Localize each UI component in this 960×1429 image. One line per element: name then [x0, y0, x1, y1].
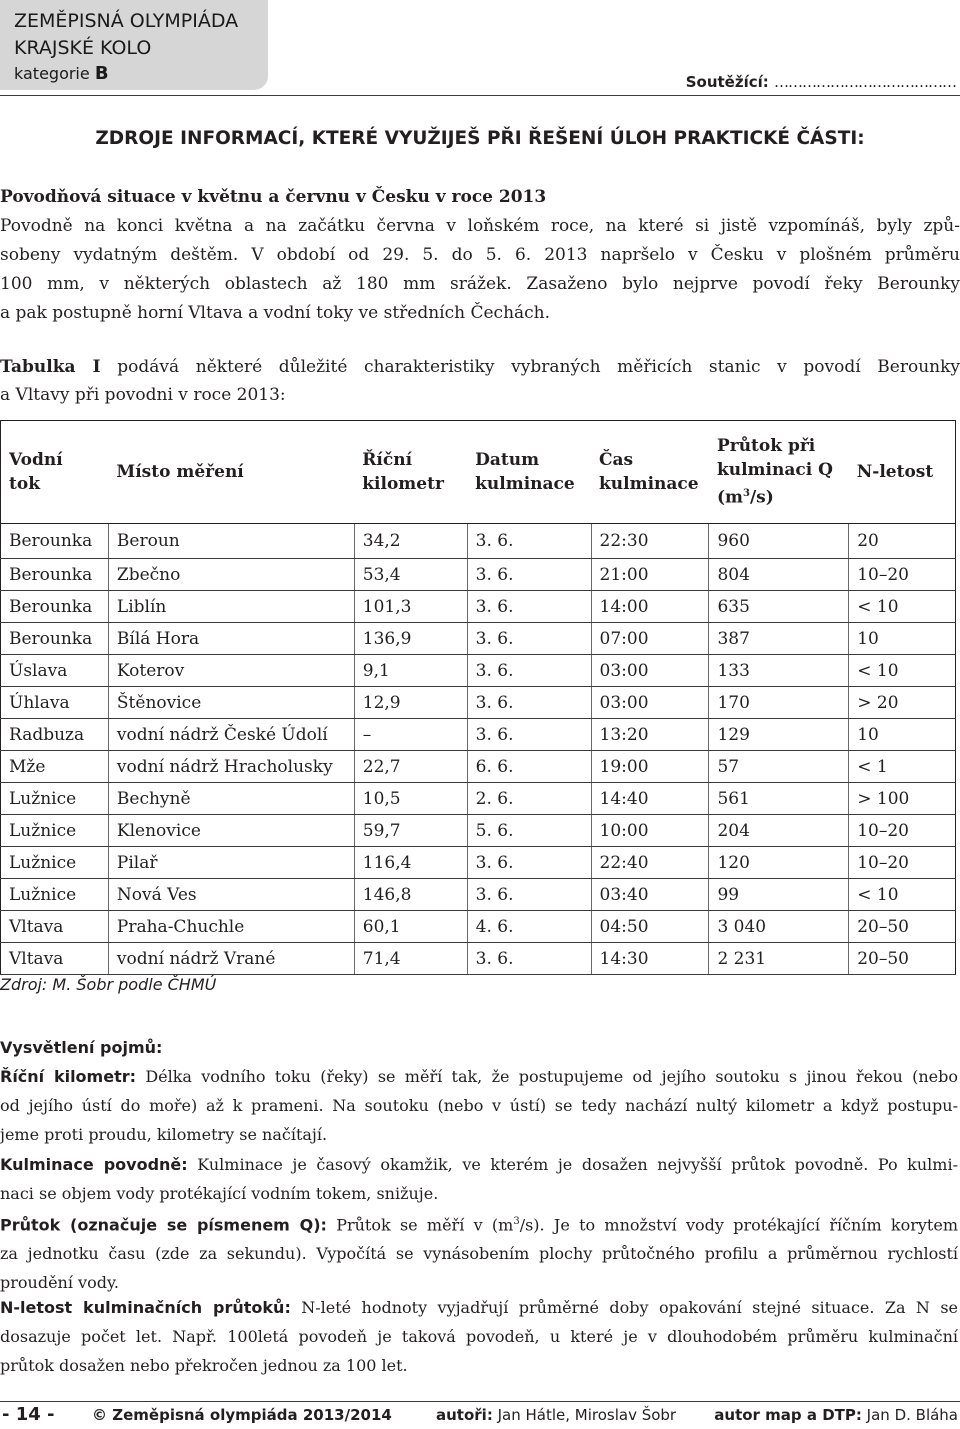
cell-time: 07:00: [591, 623, 709, 655]
cell-flow: 804: [709, 559, 849, 591]
cell-date: 3. 6.: [467, 623, 591, 655]
cell-time: 21:00: [591, 559, 709, 591]
expl-line: Průtok (označuje se písmenem Q): Průtok se měří v $(m^3/s)$. Je to množství vody protékající říčním korytem: [0, 1215, 959, 1235]
expl-line: od jejího ústí do moře) až k prameni. Na soutoku (nebo v ústí) se tedy nachází nultý kilometr a když postupu-: [0, 1096, 958, 1115]
term-culmination: Kulminace povodně:: [0, 1155, 188, 1174]
table-intro-rest: podává některé důležité charakteristiky vybraných měřicích stanic v povodí Berounky: [100, 357, 960, 377]
cell-time: 19:00: [591, 751, 709, 783]
olympiad-title: ZEMĚPISNÁ OLYMPIÁDA: [14, 10, 239, 32]
table-intro: [0, 353, 960, 409]
cell-time: 22:30: [591, 524, 709, 559]
cell-km: 22,7: [354, 751, 467, 783]
cell-n-letost: 10: [849, 623, 956, 655]
expl-line: jeme proti proudu, kilometry se načítají.: [0, 1125, 328, 1144]
cell-time: 14:00: [591, 591, 709, 623]
col-place: Místo měření: [108, 421, 354, 524]
cell-date: 3. 6.: [467, 524, 591, 559]
table-row: [1, 815, 956, 847]
footer-authors: autoři: Jan Hátle, Miroslav Šobr: [436, 1406, 677, 1424]
cell-km: 136,9: [354, 623, 467, 655]
explanation-culmination: [0, 1150, 958, 1208]
cell-river: Lužnice: [1, 815, 109, 847]
contestant-dots: …………………………………: [774, 73, 956, 91]
explanation-river-km: [0, 1062, 958, 1149]
cell-n-letost: 20–50: [849, 943, 956, 975]
cell-flow: 204: [709, 815, 849, 847]
cell-date: 3. 6.: [467, 655, 591, 687]
table-row: [1, 847, 956, 879]
table-row: [1, 559, 956, 591]
flood-section: [0, 183, 960, 328]
cell-date: 6. 6.: [467, 751, 591, 783]
cell-river: Lužnice: [1, 783, 109, 815]
cell-river: Berounka: [1, 524, 109, 559]
cell-flow: 960: [709, 524, 849, 559]
cell-place: Pilař: [108, 847, 354, 879]
cell-km: 60,1: [354, 911, 467, 943]
header-divider: [0, 95, 960, 96]
cell-time: 04:50: [591, 911, 709, 943]
round-title: KRAJSKÉ KOLO: [14, 37, 152, 59]
cell-n-letost: 10–20: [849, 847, 956, 879]
cell-river: Úhlava: [1, 687, 109, 719]
section-line: sobeny vydatným deštěm. V období od 29. 5. do 5. 6. 2013 napršelo v Česku v plošném průměru: [0, 245, 960, 265]
table-row: [1, 719, 956, 751]
cell-km: 71,4: [354, 943, 467, 975]
cell-river: Berounka: [1, 623, 109, 655]
table-intro-bold: Tabulka I: [0, 357, 101, 377]
cell-date: 3. 6.: [467, 719, 591, 751]
cell-flow: 120: [709, 847, 849, 879]
cell-n-letost: > 20: [849, 687, 956, 719]
table-header-row: [1, 421, 956, 524]
cell-time: 10:00: [591, 815, 709, 847]
cell-time: 22:40: [591, 847, 709, 879]
explanation-n-letost: [0, 1293, 958, 1380]
cell-km: 116,4: [354, 847, 467, 879]
cell-flow: 133: [709, 655, 849, 687]
cell-n-letost: 20: [849, 524, 956, 559]
cell-flow: 387: [709, 623, 849, 655]
cell-n-letost: 10–20: [849, 815, 956, 847]
table-row: [1, 751, 956, 783]
table-row: [1, 943, 956, 975]
section-line: a pak postupně horní Vltava a vodní toky ve středních Čechách.: [0, 303, 551, 323]
term-n-letost: N-letost kulminačních průtoků:: [0, 1298, 291, 1317]
cell-date: 3. 6.: [467, 847, 591, 879]
contestant-field: [686, 73, 956, 91]
cell-km: 34,2: [354, 524, 467, 559]
cell-flow: 170: [709, 687, 849, 719]
cell-place: Zbečno: [108, 559, 354, 591]
section-line: 100 mm, v některých oblastech až 180 mm srážek. Zasaženo bylo nejprve povodí řeky Berounky: [0, 274, 960, 294]
table-row: [1, 655, 956, 687]
col-km: Říční kilometr: [354, 421, 467, 524]
cell-river: Radbuza: [1, 719, 109, 751]
cell-time: 03:00: [591, 687, 709, 719]
section-line: Povodně na konci května a na začátku června v loňském roce, na které si jistě vzpomínáš, byly způ-: [0, 216, 960, 236]
expl-line: proudění vody.: [0, 1273, 119, 1293]
expl-line: Říční kilometr: Délka vodního toku (řeky) se měří tak, že postupujeme od jejího soutoku s jinou řekou (nebo: [0, 1067, 958, 1086]
category-value: B: [94, 63, 109, 84]
cell-km: 59,7: [354, 815, 467, 847]
cell-time: 03:40: [591, 879, 709, 911]
table-row: [1, 879, 956, 911]
col-date: Datum kulminace: [467, 421, 591, 524]
cell-place: Nová Ves: [108, 879, 354, 911]
cell-date: 2. 6.: [467, 783, 591, 815]
cell-date: 3. 6.: [467, 943, 591, 975]
cell-flow: 635: [709, 591, 849, 623]
cell-km: 10,5: [354, 783, 467, 815]
cell-n-letost: < 10: [849, 591, 956, 623]
explanation-flow: [0, 1207, 958, 1297]
cell-n-letost: < 10: [849, 655, 956, 687]
term-flow: Průtok (označuje se písmenem Q):: [0, 1215, 327, 1235]
table-row: [1, 591, 956, 623]
cell-km: 9,1: [354, 655, 467, 687]
col-river: Vodní tok: [1, 421, 109, 524]
cell-date: 3. 6.: [467, 879, 591, 911]
cell-date: 4. 6.: [467, 911, 591, 943]
table-intro-line2: a Vltavy při povodni v roce 2013:: [0, 385, 286, 405]
cell-date: 5. 6.: [467, 815, 591, 847]
cell-river: Lužnice: [1, 847, 109, 879]
cell-place: Klenovice: [108, 815, 354, 847]
cell-flow: 129: [709, 719, 849, 751]
cell-time: 14:30: [591, 943, 709, 975]
cell-place: vodní nádrž Hracholusky: [108, 751, 354, 783]
expl-line: N-letost kulminačních průtoků: N-leté hodnoty vyjadřují průměrné doby opakování stejné situace. Za N se: [0, 1298, 958, 1317]
cell-km: 146,8: [354, 879, 467, 911]
table-row: [1, 911, 956, 943]
table-row: [1, 687, 956, 719]
table-intro-line1: [0, 353, 960, 381]
cell-river: Lužnice: [1, 879, 109, 911]
cell-km: 12,9: [354, 687, 467, 719]
cell-place: Beroun: [108, 524, 354, 559]
table-row: [1, 783, 956, 815]
cell-date: 3. 6.: [467, 559, 591, 591]
cell-n-letost: > 100: [849, 783, 956, 815]
page-title: ZDROJE INFORMACÍ, KTERÉ VYUŽIJEŠ PŘI ŘEŠENÍ ÚLOH PRAKTICKÉ ČÁSTI:: [95, 128, 865, 149]
cell-place: vodní nádrž Vrané: [108, 943, 354, 975]
table-source: Zdroj: M. Šobr podle ČHMÚ: [0, 975, 217, 994]
cell-place: Praha-Chuchle: [108, 911, 354, 943]
expl-line: za jednotku času (zde za sekundu). Vypočítá se vynásobením plochy průtočného profilu a průměrnou rychlostí: [0, 1244, 958, 1264]
expl-line: dosazuje počet let. Např. 100letá povodeň je taková povodeň, u které je v dlouhodobém průměru kulminační: [0, 1327, 958, 1346]
cell-place: Bílá Hora: [108, 623, 354, 655]
cell-place: Koterov: [108, 655, 354, 687]
cell-km: 101,3: [354, 591, 467, 623]
cell-place: Bechyně: [108, 783, 354, 815]
cell-place: Liblín: [108, 591, 354, 623]
cell-date: 3. 6.: [467, 591, 591, 623]
table-row: [1, 524, 956, 559]
footer-divider: [0, 1401, 960, 1402]
cell-river: Vltava: [1, 943, 109, 975]
col-time: Čas kulminace: [591, 421, 709, 524]
table-row: [1, 623, 956, 655]
page-number: - 14 -: [2, 1404, 55, 1425]
cell-n-letost: 10: [849, 719, 956, 751]
contestant-label: Soutěžící:: [685, 73, 769, 91]
section-heading: Povodňová situace v květnu a červnu v Česku v roce 2013: [0, 187, 547, 207]
cell-date: 3. 6.: [467, 687, 591, 719]
expl-line: Kulminace povodně: Kulminace je časový okamžik, ve kterém je dosažen nejvyšší průtok povodně. Po kulmi-: [0, 1155, 958, 1174]
cell-flow: 57: [709, 751, 849, 783]
cell-river: Úslava: [1, 655, 109, 687]
cell-place: Štěnovice: [108, 687, 354, 719]
cell-flow: 3 040: [709, 911, 849, 943]
cell-flow: 2 231: [709, 943, 849, 975]
cell-river: Berounka: [1, 591, 109, 623]
cell-km: 53,4: [354, 559, 467, 591]
cell-n-letost: < 1: [849, 751, 956, 783]
flood-data-table: [0, 420, 956, 975]
table-body: [1, 524, 956, 975]
cell-time: 14:40: [591, 783, 709, 815]
col-flow: Průtok při kulminaci Q $(m^3/s)$: [709, 421, 849, 524]
header-box: [0, 0, 268, 90]
term-river-km: Říční kilometr:: [0, 1067, 137, 1086]
cell-n-letost: 10–20: [849, 559, 956, 591]
category-word: kategorie: [14, 64, 90, 83]
cell-river: Berounka: [1, 559, 109, 591]
cell-place: vodní nádrž České Údolí: [108, 719, 354, 751]
cell-km: –: [354, 719, 467, 751]
expl-line: naci se objem vody protékající vodním tokem, snižuje.: [0, 1184, 439, 1203]
footer-dtp: autor map a DTP: Jan D. Bláha: [714, 1406, 958, 1424]
cell-time: 03:00: [591, 655, 709, 687]
col-n-letost: N-letost: [849, 421, 956, 524]
cell-river: Vltava: [1, 911, 109, 943]
cell-n-letost: 20–50: [849, 911, 956, 943]
cell-flow: 561: [709, 783, 849, 815]
cell-time: 13:20: [591, 719, 709, 751]
expl-line: průtok dosažen nebo překročen jednou za 100 let.: [0, 1356, 408, 1375]
footer-copyright: © Zeměpisná olympiáda 2013/2014: [92, 1406, 392, 1424]
cell-flow: 99: [709, 879, 849, 911]
cell-n-letost: < 10: [849, 879, 956, 911]
category-label: [14, 63, 109, 84]
cell-river: Mže: [1, 751, 109, 783]
explanations-heading: Vysvětlení pojmů:: [0, 1038, 163, 1057]
